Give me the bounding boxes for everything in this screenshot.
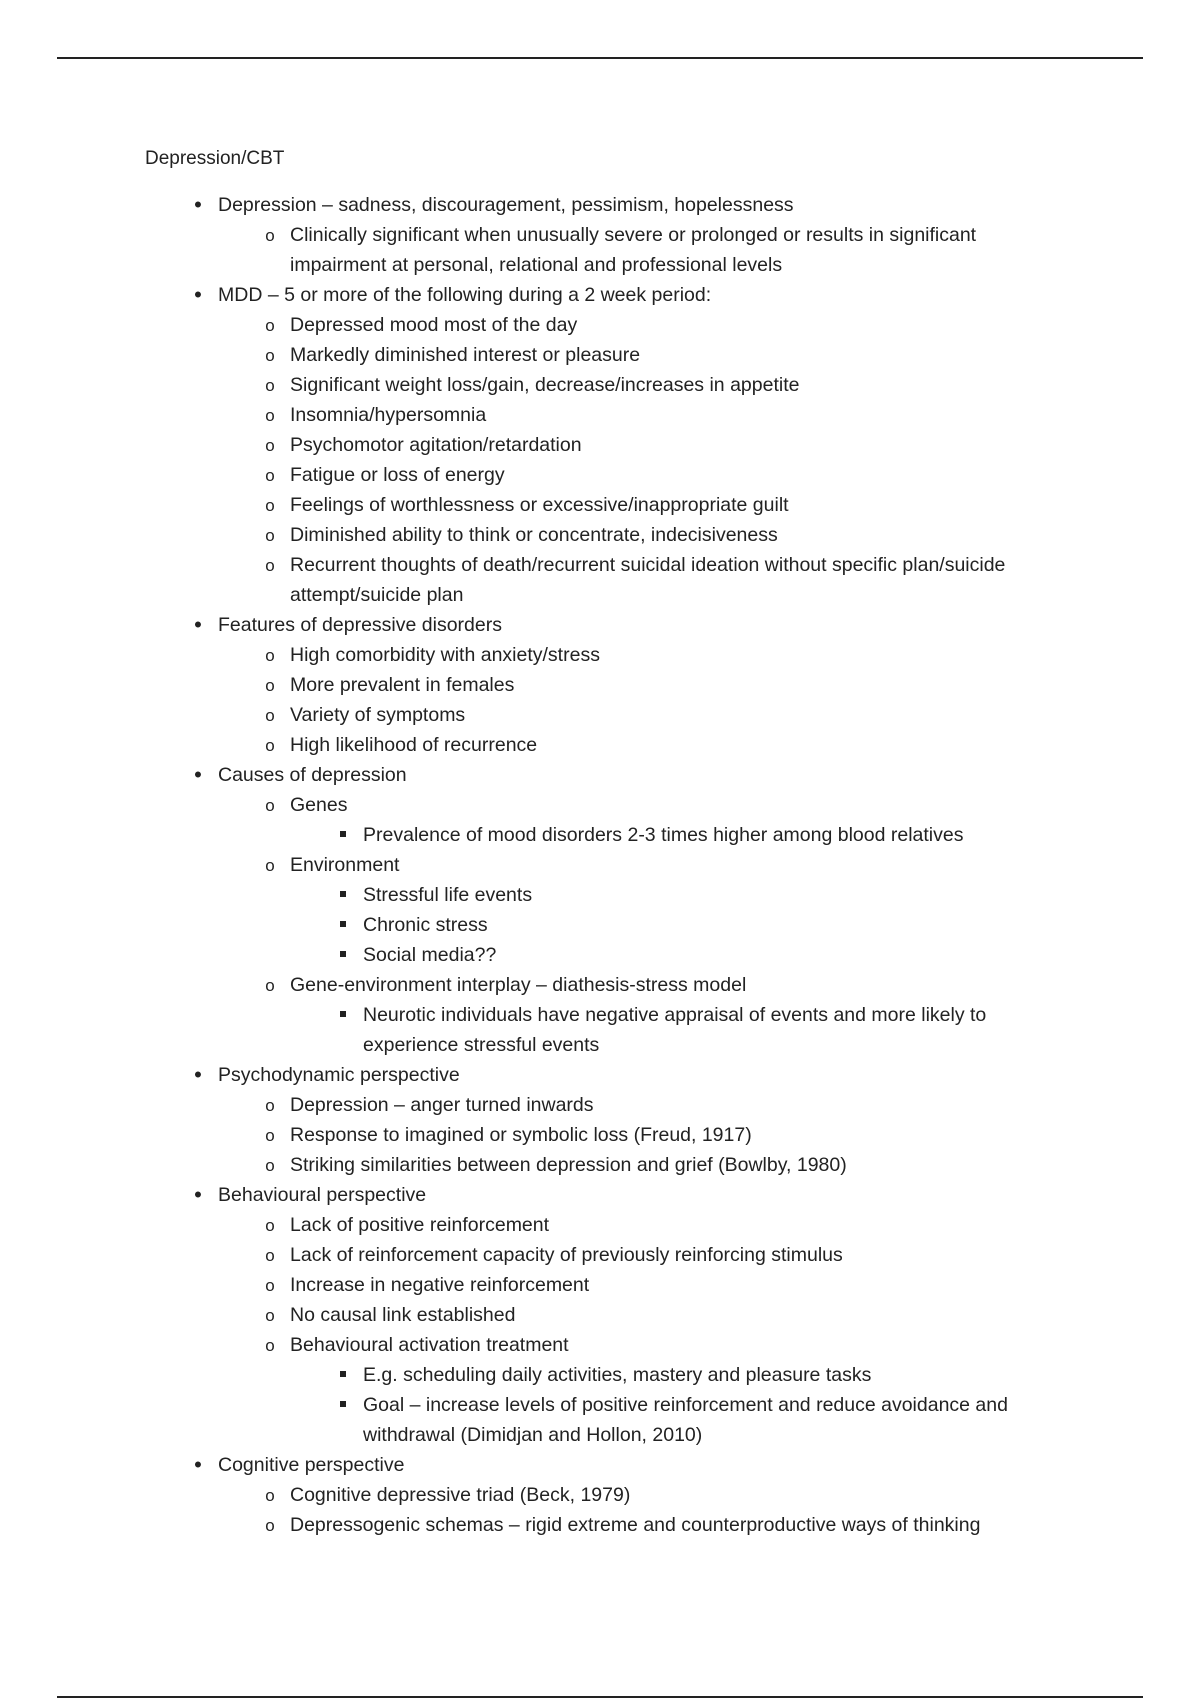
- circle-bullet-icon: [260, 310, 280, 341]
- outline-item-level-2: [290, 1150, 1070, 1180]
- outline-item-text: MDD – 5 or more of the following during a 2 week period:: [218, 284, 712, 306]
- outline-item-level-3: [363, 1000, 1043, 1060]
- outline-item-level-2: [290, 1300, 1070, 1330]
- outline-item-text: Markedly diminished interest or pleasure: [290, 344, 641, 366]
- outline-item-level-2: [290, 1240, 1070, 1270]
- square-bullet-icon: [333, 1390, 353, 1420]
- outline-item-text: No causal link established: [290, 1304, 516, 1326]
- circle-bullet-icon: [260, 460, 280, 491]
- outline-item-text: Stressful life events: [363, 884, 533, 906]
- circle-bullet-icon: [260, 550, 280, 581]
- circle-bullet-icon: [260, 1210, 280, 1241]
- outline-item-text: Depression – sadness, discouragement, pessimism, hopelessness: [218, 194, 794, 216]
- circle-bullet-icon: [260, 670, 280, 701]
- outline-item-level-2: [290, 340, 1070, 370]
- outline-item-level-2: [290, 1090, 1070, 1120]
- outline-item-level-2: [290, 1480, 1070, 1510]
- outline-item-level-2: [290, 460, 1070, 490]
- outline-item-level-1: [218, 280, 1098, 310]
- outline-item-text: Environment: [290, 854, 400, 876]
- outline-item-level-1: [218, 610, 1098, 640]
- outline-item-text: Lack of reinforcement capacity of previously reinforcing stimulus: [290, 1244, 843, 1266]
- circle-bullet-icon: [260, 730, 280, 761]
- outline-item-level-3: [363, 1360, 1043, 1390]
- square-bullet-icon: [333, 1360, 353, 1390]
- outline-item-level-2: [290, 520, 1070, 550]
- outline-item-level-2: [290, 850, 1070, 880]
- outline-item-text: Prevalence of mood disorders 2-3 times higher among blood relatives: [363, 824, 964, 846]
- disc-bullet-icon: [188, 1450, 208, 1481]
- outline-item-level-2: [290, 1120, 1070, 1150]
- outline-item-text: Significant weight loss/gain, decrease/increases in appetite: [290, 374, 800, 396]
- outline-item-text: E.g. scheduling daily activities, mastery and pleasure tasks: [363, 1364, 872, 1386]
- outline-item-text: Goal – increase levels of positive reinforcement and reduce avoidance and withdrawal (Dimidjan and Hollon, 2010): [363, 1394, 1008, 1446]
- outline-item-level-2: [290, 490, 1070, 520]
- outline-item-text: Psychodynamic perspective: [218, 1064, 460, 1086]
- circle-bullet-icon: [260, 220, 280, 251]
- outline-item-text: Neurotic individuals have negative appraisal of events and more likely to experience stressful events: [363, 1004, 987, 1056]
- outline-item-level-3: [363, 910, 1043, 940]
- circle-bullet-icon: [260, 970, 280, 1001]
- outline-item-text: Cognitive depressive triad (Beck, 1979): [290, 1484, 631, 1506]
- circle-bullet-icon: [260, 370, 280, 401]
- outline-item-level-2: [290, 670, 1070, 700]
- outline-item-text: Gene-environment interplay – diathesis-stress model: [290, 974, 747, 996]
- square-bullet-icon: [333, 880, 353, 910]
- outline-item-text: Cognitive perspective: [218, 1454, 405, 1476]
- outline-item-level-2: [290, 700, 1070, 730]
- outline-item-text: Behavioural activation treatment: [290, 1334, 569, 1356]
- circle-bullet-icon: [260, 850, 280, 881]
- outline-item-text: Lack of positive reinforcement: [290, 1214, 550, 1236]
- outline-item-level-1: [218, 760, 1098, 790]
- outline-item-text: Feelings of worthlessness or excessive/inappropriate guilt: [290, 494, 789, 516]
- outline-item-text: Depression – anger turned inwards: [290, 1094, 594, 1116]
- circle-bullet-icon: [260, 1270, 280, 1301]
- circle-bullet-icon: [260, 1150, 280, 1181]
- circle-bullet-icon: [260, 1330, 280, 1361]
- circle-bullet-icon: [260, 1090, 280, 1121]
- square-bullet-icon: [333, 910, 353, 940]
- outline-item-level-2: [290, 790, 1070, 820]
- circle-bullet-icon: [260, 1240, 280, 1271]
- outline-item-text: High likelihood of recurrence: [290, 734, 538, 756]
- outline-item-text: Depressed mood most of the day: [290, 314, 578, 336]
- outline-item-text: More prevalent in females: [290, 674, 515, 696]
- outline-item-text: Genes: [290, 794, 348, 816]
- outline-item-level-2: [290, 1510, 1070, 1540]
- outline-item-text: Striking similarities between depression and grief (Bowlby, 1980): [290, 1154, 847, 1176]
- header-rule: [57, 57, 1143, 59]
- circle-bullet-icon: [260, 430, 280, 461]
- outline-item-level-1: [218, 190, 1098, 220]
- circle-bullet-icon: [260, 1510, 280, 1541]
- outline-item-text: Chronic stress: [363, 914, 488, 936]
- outline-item-text: Recurrent thoughts of death/recurrent suicidal ideation without specific plan/suicide attempt/suicide plan: [290, 554, 1006, 606]
- outline-item-level-2: [290, 400, 1070, 430]
- disc-bullet-icon: [188, 280, 208, 311]
- outline-item-level-3: [363, 820, 1043, 850]
- circle-bullet-icon: [260, 1300, 280, 1331]
- outline-item-level-2: [290, 970, 1070, 1000]
- circle-bullet-icon: [260, 340, 280, 371]
- outline-item-level-3: [363, 940, 1043, 970]
- circle-bullet-icon: [260, 1480, 280, 1511]
- outline-item-level-2: [290, 220, 1070, 280]
- circle-bullet-icon: [260, 640, 280, 671]
- outline-item-level-2: [290, 430, 1070, 460]
- circle-bullet-icon: [260, 1120, 280, 1151]
- outline-item-level-2: [290, 730, 1070, 760]
- circle-bullet-icon: [260, 400, 280, 431]
- outline-item-level-2: [290, 1330, 1070, 1360]
- outline-item-text: Increase in negative reinforcement: [290, 1274, 590, 1296]
- outline-item-text: Variety of symptoms: [290, 704, 466, 726]
- disc-bullet-icon: [188, 760, 208, 791]
- outline-item-text: Social media??: [363, 944, 497, 966]
- notes-outline: [0, 190, 1200, 1540]
- outline-item-text: Behavioural perspective: [218, 1184, 427, 1206]
- footer-rule: [57, 1696, 1143, 1698]
- outline-item-text: Diminished ability to think or concentrate, indecisiveness: [290, 524, 778, 546]
- outline-item-text: Insomnia/hypersomnia: [290, 404, 487, 426]
- outline-item-text: Features of depressive disorders: [218, 614, 502, 636]
- outline-item-level-3: [363, 880, 1043, 910]
- disc-bullet-icon: [188, 1060, 208, 1091]
- outline-item-level-2: [290, 1270, 1070, 1300]
- disc-bullet-icon: [188, 610, 208, 641]
- outline-item-level-1: [218, 1180, 1098, 1210]
- outline-item-level-2: [290, 640, 1070, 670]
- outline-item-level-2: [290, 370, 1070, 400]
- square-bullet-icon: [333, 1000, 353, 1030]
- outline-item-level-1: [218, 1060, 1098, 1090]
- outline-item-text: High comorbidity with anxiety/stress: [290, 644, 600, 666]
- disc-bullet-icon: [188, 1180, 208, 1211]
- outline-item-text: Psychomotor agitation/retardation: [290, 434, 582, 456]
- circle-bullet-icon: [260, 520, 280, 551]
- disc-bullet-icon: [188, 190, 208, 221]
- outline-item-text: Clinically significant when unusually severe or prolonged or results in significant impairment at personal, relational and professional levels: [290, 224, 977, 276]
- outline-item-text: Response to imagined or symbolic loss (Freud, 1917): [290, 1124, 752, 1146]
- outline-item-level-3: [363, 1390, 1043, 1450]
- square-bullet-icon: [333, 940, 353, 970]
- outline-item-level-2: [290, 550, 1070, 610]
- outline-item-level-2: [290, 1210, 1070, 1240]
- circle-bullet-icon: [260, 490, 280, 521]
- outline-item-text: Depressogenic schemas – rigid extreme and counterproductive ways of thinking: [290, 1514, 981, 1536]
- circle-bullet-icon: [260, 700, 280, 731]
- square-bullet-icon: [333, 820, 353, 850]
- circle-bullet-icon: [260, 790, 280, 821]
- outline-item-level-2: [290, 310, 1070, 340]
- document-title: Depression/CBT: [145, 148, 285, 169]
- outline-item-text: Causes of depression: [218, 764, 407, 786]
- outline-item-level-1: [218, 1450, 1098, 1480]
- outline-item-text: Fatigue or loss of energy: [290, 464, 505, 486]
